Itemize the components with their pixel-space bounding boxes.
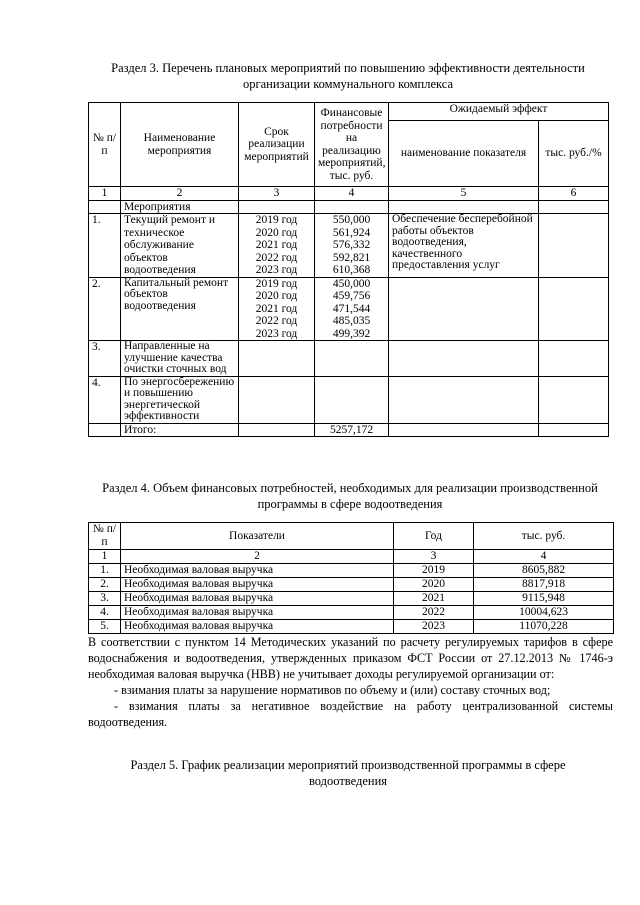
row-effect: Обеспечение бесперебойной работы объектов водоотведения, качественного предоставления услуг	[389, 214, 539, 278]
row-num: 3.	[89, 341, 121, 377]
header-amount: тыс. руб.	[474, 523, 614, 550]
col-number: 1	[89, 187, 121, 201]
col-number: 4	[474, 550, 614, 564]
table-row	[89, 592, 614, 606]
section4-paragraph	[88, 634, 613, 730]
row-year: 2019	[394, 564, 474, 578]
amount: 610,368	[332, 264, 371, 276]
row-num: 2.	[89, 277, 121, 341]
row-num: 1.	[89, 564, 121, 578]
row-year: 2023	[394, 620, 474, 634]
year: 2020 год	[255, 290, 298, 302]
header-indicator: Показатели	[121, 523, 394, 550]
amount: 471,544	[332, 302, 371, 315]
year: 2019 год	[255, 214, 298, 226]
section3-table	[88, 102, 609, 437]
paragraph-text: В соответствии с пунктом 14 Методических указаний по расчету регулируемых тарифов в сфере водоснабжения и водоотведения, утвержденных приказом ФСТ России от 27.12.2013 № 1746-э необходимая валовая выручка (НВВ) не учитывает доходы регулируемой организации от:	[88, 635, 613, 681]
col-number: 2	[121, 550, 394, 564]
header-unit: тыс. руб./%	[539, 121, 609, 187]
col-number: 5	[389, 187, 539, 201]
col-number: 6	[539, 187, 609, 201]
col-number: 4	[315, 187, 389, 201]
row-amounts	[315, 277, 389, 341]
section3-title-line1: Раздел 3. Перечень плановых мероприятий по повышению эффективности деятельности	[111, 61, 585, 75]
row-name: Капитальный ремонт объектов водоотведения	[121, 277, 239, 341]
col-number: 3	[239, 187, 315, 201]
amount: 561,924	[332, 226, 371, 239]
row-indicator: Необходимая валовая выручка	[121, 564, 394, 578]
row-num: 2.	[89, 578, 121, 592]
row-num: 4.	[89, 606, 121, 620]
col-number: 3	[394, 550, 474, 564]
header-num: № п/п	[89, 523, 121, 550]
section5-title-line2: водоотведения	[308, 774, 388, 788]
section4-table	[88, 522, 614, 634]
row-num: 1.	[89, 214, 121, 278]
row-indicator: Необходимая валовая выручка	[121, 620, 394, 634]
total-label: Итого:	[121, 423, 239, 437]
row-indicator: Необходимая валовая выручка	[121, 606, 394, 620]
year: 2022 год	[255, 251, 298, 264]
col-number: 1	[89, 550, 121, 564]
row-year: 2021	[394, 592, 474, 606]
row-name: Направленные на улучшение качества очистки сточных вод	[121, 341, 239, 377]
header-indicator: наименование показателя	[389, 121, 539, 187]
bullet-2: - взимания платы за негативное воздействие на работу централизованной системы водоотведения.	[88, 699, 613, 729]
amount: 576,332	[332, 239, 371, 251]
row-indicator: Необходимая валовая выручка	[121, 578, 394, 592]
row-num: 5.	[89, 620, 121, 634]
table-row	[89, 376, 609, 423]
header-finance: Финансовые потребности на реализацию мероприятий, тыс. руб.	[315, 103, 389, 187]
year: 2019 год	[255, 277, 298, 290]
year: 2021 год	[255, 239, 298, 251]
row-years	[239, 277, 315, 341]
amount: 485,035	[332, 315, 371, 327]
header-term: Срок реализации мероприятий	[239, 103, 315, 187]
row-amount: 11070,228	[474, 620, 614, 634]
section5-title	[88, 757, 608, 789]
section3-title	[88, 60, 608, 92]
amount: 450,000	[332, 277, 371, 290]
row-amount: 10004,623	[474, 606, 614, 620]
amount: 499,392	[332, 327, 371, 340]
row-num: 4.	[89, 376, 121, 423]
group-row	[89, 200, 609, 214]
header-year: Год	[394, 523, 474, 550]
year: 2020 год	[255, 226, 298, 239]
table-row	[89, 620, 614, 634]
section4-title-line1: Раздел 4. Объем финансовых потребностей, необходимых для реализации производственной	[102, 481, 598, 495]
section4-title	[80, 480, 620, 512]
table-row	[89, 214, 609, 278]
amount: 550,000	[332, 214, 371, 226]
header-effect: Ожидаемый эффект	[389, 103, 609, 121]
table-row	[89, 277, 609, 341]
amount: 459,756	[332, 290, 371, 302]
row-amount: 8817,918	[474, 578, 614, 592]
header-name: Наименование мероприятия	[121, 103, 239, 187]
table-row	[89, 578, 614, 592]
total-row	[89, 423, 609, 437]
row-year: 2022	[394, 606, 474, 620]
amount: 592,821	[332, 251, 371, 264]
row-amounts	[315, 214, 389, 278]
row-indicator: Необходимая валовая выручка	[121, 592, 394, 606]
section4-title-line2: программы в сфере водоотведения	[257, 497, 443, 511]
year: 2021 год	[255, 302, 298, 315]
section3-title-line2: организации коммунального комплекса	[242, 77, 454, 91]
col-number: 2	[121, 187, 239, 201]
row-amount: 8605,882	[474, 564, 614, 578]
header-num: № п/п	[89, 103, 121, 187]
year: 2023 год	[255, 264, 298, 276]
column-numbers-row	[89, 187, 609, 201]
total-value: 5257,172	[315, 423, 389, 437]
row-amount: 9115,948	[474, 592, 614, 606]
row-num: 3.	[89, 592, 121, 606]
row-name: По энергосбережению и повышению энергетической эффективности	[121, 376, 239, 423]
bullet-1: - взимания платы за нарушение нормативов по объему и (или) составу сточных вод;	[114, 683, 551, 697]
year: 2022 год	[255, 315, 298, 327]
table-row	[89, 564, 614, 578]
row-years	[239, 214, 315, 278]
section5-title-line1: Раздел 5. График реализации мероприятий производственной программы в сфере	[130, 758, 566, 772]
table-row	[89, 341, 609, 377]
row-name: Текущий ремонт и техническое обслуживание объектов водоотведения	[121, 214, 239, 278]
group-label: Мероприятия	[121, 200, 239, 214]
column-numbers-row	[89, 550, 614, 564]
year: 2023 год	[255, 327, 298, 340]
table-row	[89, 606, 614, 620]
row-year: 2020	[394, 578, 474, 592]
